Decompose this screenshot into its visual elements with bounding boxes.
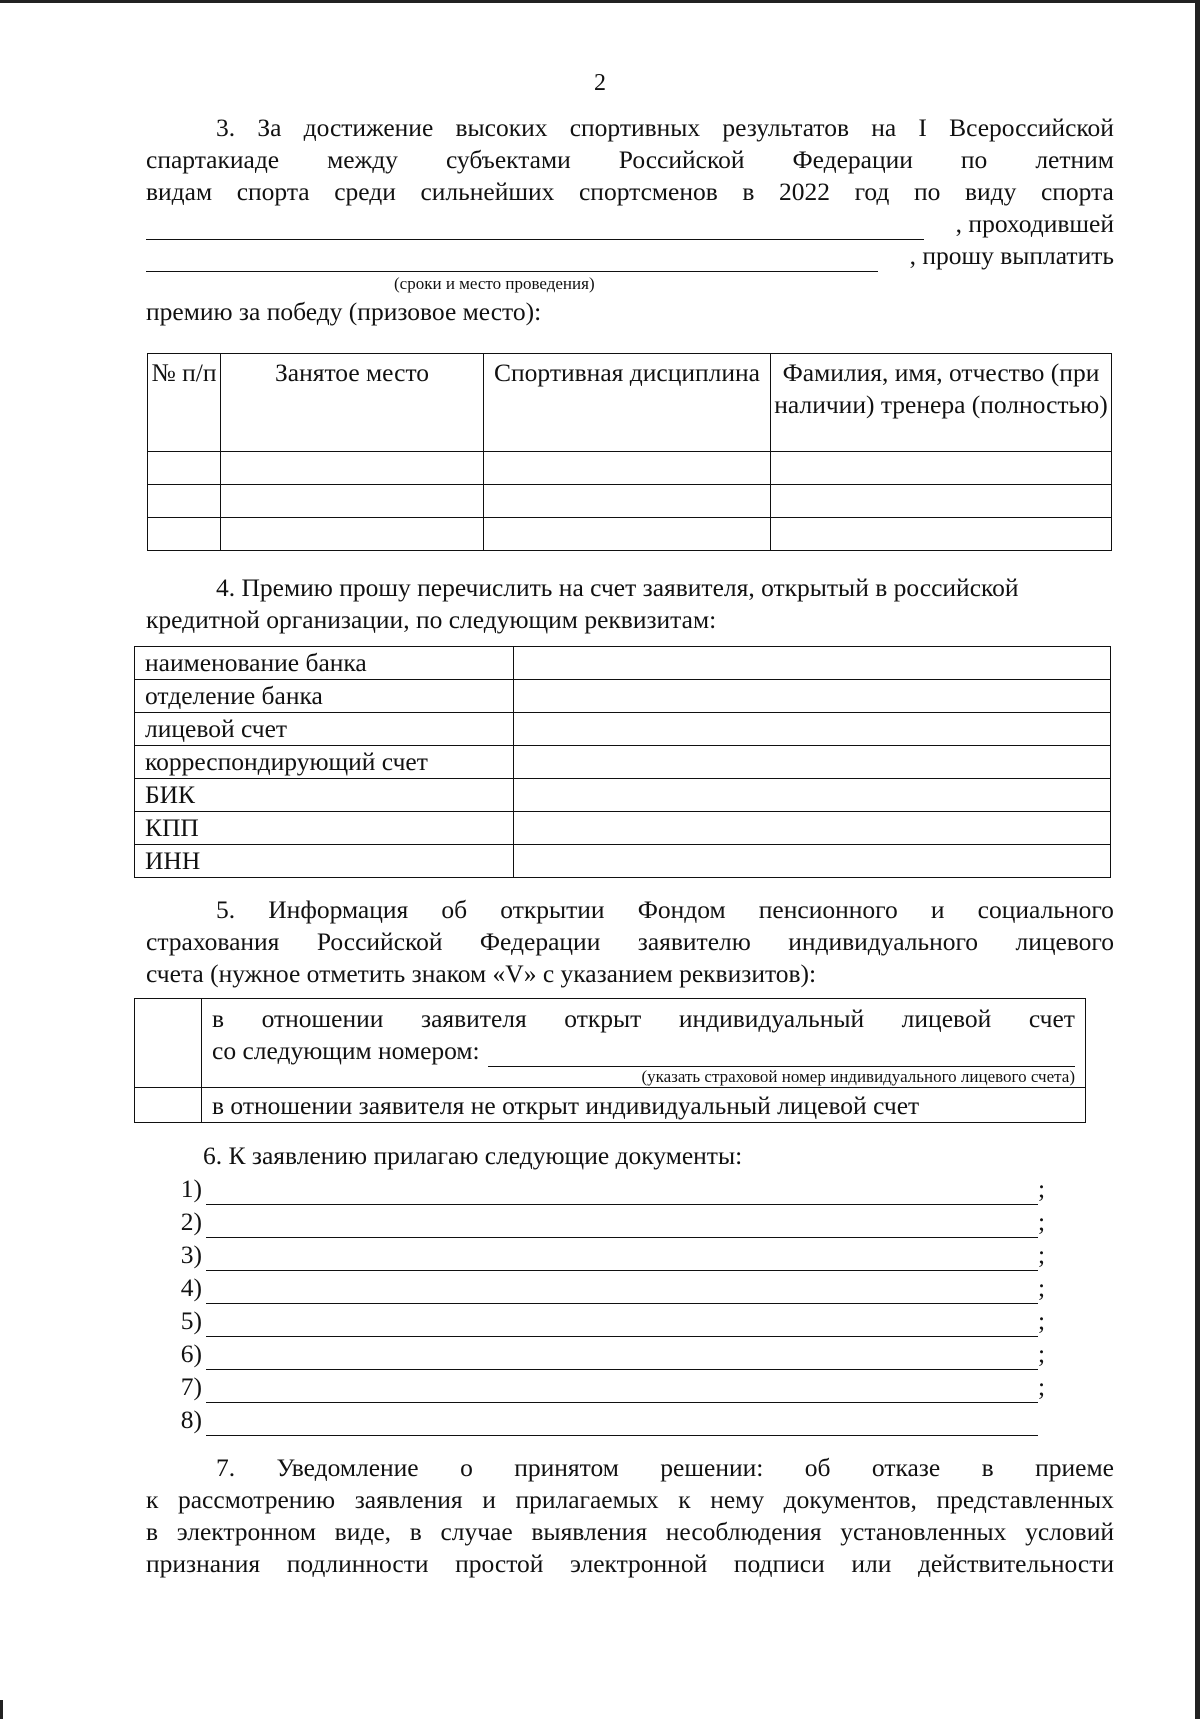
- bank-value[interactable]: [514, 746, 1111, 779]
- bank-label: КПП: [135, 812, 514, 845]
- cell-coach[interactable]: [771, 452, 1112, 485]
- bank-label: наименование банка: [135, 647, 514, 680]
- table-row: [135, 812, 1111, 845]
- cell-place[interactable]: [221, 452, 484, 485]
- word: спорта: [236, 177, 310, 206]
- table-row: [135, 647, 1111, 680]
- section-3-line-2: [146, 144, 1114, 176]
- word: и: [930, 895, 945, 924]
- bank-label: ИНН: [135, 845, 514, 878]
- prize-table: [147, 353, 1112, 551]
- header-coach: Фамилия, имя, отчество (при наличии) тренера (полностью): [771, 354, 1112, 452]
- word: отношении: [261, 1004, 384, 1033]
- section-7-line-3: [146, 1516, 1114, 1548]
- list-item: [146, 1304, 1114, 1337]
- word: индивидуального: [788, 927, 979, 956]
- cell-place[interactable]: [221, 485, 484, 518]
- bank-label: корреспондирующий счет: [135, 746, 514, 779]
- doc-blank-line[interactable]: [206, 1279, 1038, 1304]
- word: Федерации: [479, 927, 601, 956]
- word: спорта: [1040, 177, 1114, 206]
- word: результатов: [722, 113, 850, 142]
- doc-number: 7): [180, 1372, 202, 1401]
- word: 7.: [216, 1453, 236, 1482]
- word: 2022: [778, 177, 830, 206]
- word: Уведомление: [276, 1453, 419, 1482]
- bank-value[interactable]: [514, 812, 1111, 845]
- option-1-note: (указать страховой номер индивидуального лицевого счета): [641, 1067, 1075, 1086]
- doc-number: 5): [180, 1306, 202, 1335]
- list-item: [146, 1271, 1114, 1304]
- list-item: [146, 1370, 1114, 1403]
- word: сильнейших: [420, 177, 555, 206]
- header-place: Занятое место: [221, 354, 484, 452]
- word: об: [804, 1453, 831, 1482]
- bank-value[interactable]: [514, 845, 1111, 878]
- section-6-title: 6. К заявлению прилагаю следующие документы:: [203, 1141, 743, 1170]
- option-1-checkbox[interactable]: [135, 999, 202, 1088]
- option-1-number-label: со следующим номером:: [212, 1036, 480, 1065]
- header-discipline: Спортивная дисциплина: [484, 354, 771, 452]
- word: установленных: [840, 1517, 1007, 1546]
- word: спортивных: [569, 113, 701, 142]
- word: лицевого: [1015, 927, 1114, 956]
- word: лицевой: [901, 1004, 992, 1033]
- scan-edge-right: [1195, 0, 1200, 1719]
- blank-1-suffix: , проходившей: [955, 209, 1114, 238]
- bank-value[interactable]: [514, 713, 1111, 746]
- word: субъектами: [445, 145, 571, 174]
- doc-end: ;: [1038, 1306, 1046, 1335]
- doc-number: 3): [180, 1240, 202, 1269]
- table-row: [135, 713, 1111, 746]
- section-4: [146, 572, 1114, 636]
- section-7-line-4: [146, 1548, 1114, 1580]
- section-3-blank-row-2: [146, 240, 1114, 272]
- option-2-checkbox[interactable]: [135, 1088, 202, 1123]
- blank-2-suffix: , прошу выплатить: [909, 241, 1114, 270]
- doc-blank-line[interactable]: [206, 1213, 1038, 1238]
- doc-number: 2): [180, 1207, 202, 1236]
- cell-number[interactable]: [148, 452, 221, 485]
- list-item: [146, 1172, 1114, 1205]
- word: об: [441, 895, 468, 924]
- word: индивидуальный: [678, 1004, 865, 1033]
- doc-blank-line[interactable]: [206, 1312, 1038, 1337]
- word: в: [742, 177, 755, 206]
- bank-value[interactable]: [514, 680, 1111, 713]
- word: электронной: [570, 1549, 708, 1578]
- word: нему: [710, 1485, 765, 1514]
- scan-edge-left: [0, 1700, 3, 1719]
- word: заявителю: [637, 927, 751, 956]
- word: подписи: [733, 1549, 825, 1578]
- word: Российской: [316, 927, 443, 956]
- section-3-blank-row-1: [146, 208, 1114, 240]
- word: простой: [455, 1549, 544, 1578]
- cell-number[interactable]: [148, 485, 221, 518]
- cell-discipline[interactable]: [484, 518, 771, 551]
- word: I: [918, 113, 927, 142]
- word: решении:: [660, 1453, 764, 1482]
- section-4-line-1: 4. Премию прошу перечислить на счет заявителя, открытый в российской: [216, 573, 1019, 602]
- word: между: [327, 145, 398, 174]
- word: год: [854, 177, 890, 206]
- cell-place[interactable]: [221, 518, 484, 551]
- word: Фондом: [637, 895, 726, 924]
- word: к: [678, 1485, 691, 1514]
- documents-list: [146, 1172, 1114, 1436]
- table-row: [135, 999, 1086, 1088]
- section-5-line-3: [146, 958, 1114, 990]
- word: несоблюдения: [665, 1517, 822, 1546]
- section-4-line-2: кредитной организации, по следующим реквизитам:: [146, 605, 717, 634]
- doc-number: 6): [180, 1339, 202, 1368]
- word: открытии: [500, 895, 605, 924]
- word: рассмотрению: [177, 1485, 336, 1514]
- word: по: [913, 177, 941, 206]
- bank-value[interactable]: [514, 647, 1111, 680]
- cell-discipline[interactable]: [484, 485, 771, 518]
- word: выявления: [531, 1517, 648, 1546]
- word: отказе: [871, 1453, 941, 1482]
- word: 5.: [216, 895, 236, 924]
- doc-number: 1): [180, 1174, 202, 1203]
- sport-blank-line[interactable]: [146, 215, 924, 240]
- cell-coach[interactable]: [771, 485, 1112, 518]
- bank-label: БИК: [135, 779, 514, 812]
- word: заявления: [354, 1485, 463, 1514]
- word: принятом: [514, 1453, 619, 1482]
- word: открыт: [564, 1004, 642, 1033]
- word: подлинности: [286, 1549, 429, 1578]
- section-3-line-3: [146, 176, 1114, 208]
- word: на: [871, 113, 897, 142]
- word: Информация: [268, 895, 409, 924]
- word: приеме: [1035, 1453, 1114, 1482]
- doc-blank-line[interactable]: [206, 1246, 1038, 1271]
- dates-place-blank-line[interactable]: [146, 247, 878, 272]
- word: достижение: [303, 113, 434, 142]
- insurance-number-blank[interactable]: [488, 1042, 1075, 1067]
- word: случае: [440, 1517, 513, 1546]
- doc-number: 8): [180, 1405, 202, 1434]
- word: Российской: [618, 145, 745, 174]
- section-5-line-1: [146, 894, 1114, 926]
- word: к: [146, 1485, 159, 1514]
- scan-edge-top: [0, 0, 1200, 3]
- word: в: [212, 1004, 225, 1033]
- section-5-line-2: [146, 926, 1114, 958]
- section-5: [146, 894, 1114, 990]
- word: среди: [334, 177, 396, 206]
- word: о: [460, 1453, 473, 1482]
- word: социального: [977, 895, 1114, 924]
- blank-caption: (сроки и место проведения): [394, 274, 595, 293]
- page-number: 2: [594, 70, 606, 96]
- doc-blank-line[interactable]: [206, 1345, 1038, 1370]
- word: в: [409, 1517, 422, 1546]
- word: виду: [964, 177, 1017, 206]
- word: в: [146, 1517, 159, 1546]
- word: по: [960, 145, 988, 174]
- word: счета (нужное отметить знаком «V» с указанием реквизитов):: [146, 959, 817, 988]
- word: заявителя: [421, 1004, 527, 1033]
- doc-end: ;: [1038, 1339, 1046, 1368]
- table-row: [135, 845, 1111, 878]
- word: счет: [1028, 1004, 1075, 1033]
- option-1-text: [202, 999, 1086, 1088]
- word: электронном: [176, 1517, 316, 1546]
- prize-line: премию за победу (призовое место):: [146, 297, 542, 326]
- list-item: [146, 1403, 1114, 1436]
- table-row: [135, 746, 1111, 779]
- section-3-line-1: [146, 112, 1114, 144]
- bank-value[interactable]: [514, 779, 1111, 812]
- bank-label: отделение банка: [135, 680, 514, 713]
- list-item: [146, 1205, 1114, 1238]
- word: условий: [1025, 1517, 1114, 1546]
- table-row: [148, 518, 1112, 551]
- word: страхования: [146, 927, 280, 956]
- word: За: [257, 113, 282, 142]
- doc-number: 4): [180, 1273, 202, 1302]
- doc-end: ;: [1038, 1372, 1046, 1401]
- word: спартакиаде: [146, 145, 280, 174]
- list-item: [146, 1238, 1114, 1271]
- option-2-text: в отношении заявителя не открыт индивидуальный лицевой счет: [202, 1088, 1086, 1123]
- table-row: [148, 452, 1112, 485]
- doc-blank-line[interactable]: [206, 1180, 1038, 1205]
- word: или: [851, 1549, 892, 1578]
- word: Всероссийской: [949, 113, 1114, 142]
- word: Федерации: [792, 145, 913, 174]
- doc-end: ;: [1038, 1174, 1046, 1203]
- word: видам: [146, 177, 213, 206]
- table-row: [135, 1088, 1086, 1123]
- section-6: [146, 1140, 1114, 1436]
- section-7: [146, 1452, 1114, 1580]
- word: в: [981, 1453, 994, 1482]
- prize-table-header: [148, 354, 1112, 452]
- bank-label: лицевой счет: [135, 713, 514, 746]
- cell-discipline[interactable]: [484, 452, 771, 485]
- word: представленных: [936, 1485, 1114, 1514]
- table-row: [135, 680, 1111, 713]
- word: признания: [146, 1549, 261, 1578]
- word: высоких: [455, 113, 548, 142]
- doc-blank-line[interactable]: [206, 1411, 1038, 1436]
- bank-details-table: [134, 646, 1111, 878]
- list-item: [146, 1337, 1114, 1370]
- word: спортсменов: [578, 177, 718, 206]
- word: 3.: [216, 113, 236, 142]
- header-number: № п/п: [148, 354, 221, 452]
- doc-end: ;: [1038, 1273, 1046, 1302]
- word: и: [482, 1485, 496, 1514]
- section-7-line-2: [146, 1484, 1114, 1516]
- table-row: [148, 485, 1112, 518]
- word: прилагаемых: [515, 1485, 659, 1514]
- table-row: [135, 779, 1111, 812]
- word: летним: [1035, 145, 1114, 174]
- section-3: [146, 112, 1114, 328]
- cell-number[interactable]: [148, 518, 221, 551]
- word: виде,: [334, 1517, 392, 1546]
- word: пенсионного: [758, 895, 898, 924]
- word: документов,: [783, 1485, 917, 1514]
- option-1-line-1: [212, 1003, 1075, 1035]
- doc-end: ;: [1038, 1240, 1046, 1269]
- cell-coach[interactable]: [771, 518, 1112, 551]
- section-7-line-1: [146, 1452, 1114, 1484]
- doc-end: ;: [1038, 1207, 1046, 1236]
- word: действительности: [917, 1549, 1114, 1578]
- account-options-table: [134, 998, 1086, 1123]
- doc-blank-line[interactable]: [206, 1378, 1038, 1403]
- option-1-line-2: [212, 1035, 1075, 1067]
